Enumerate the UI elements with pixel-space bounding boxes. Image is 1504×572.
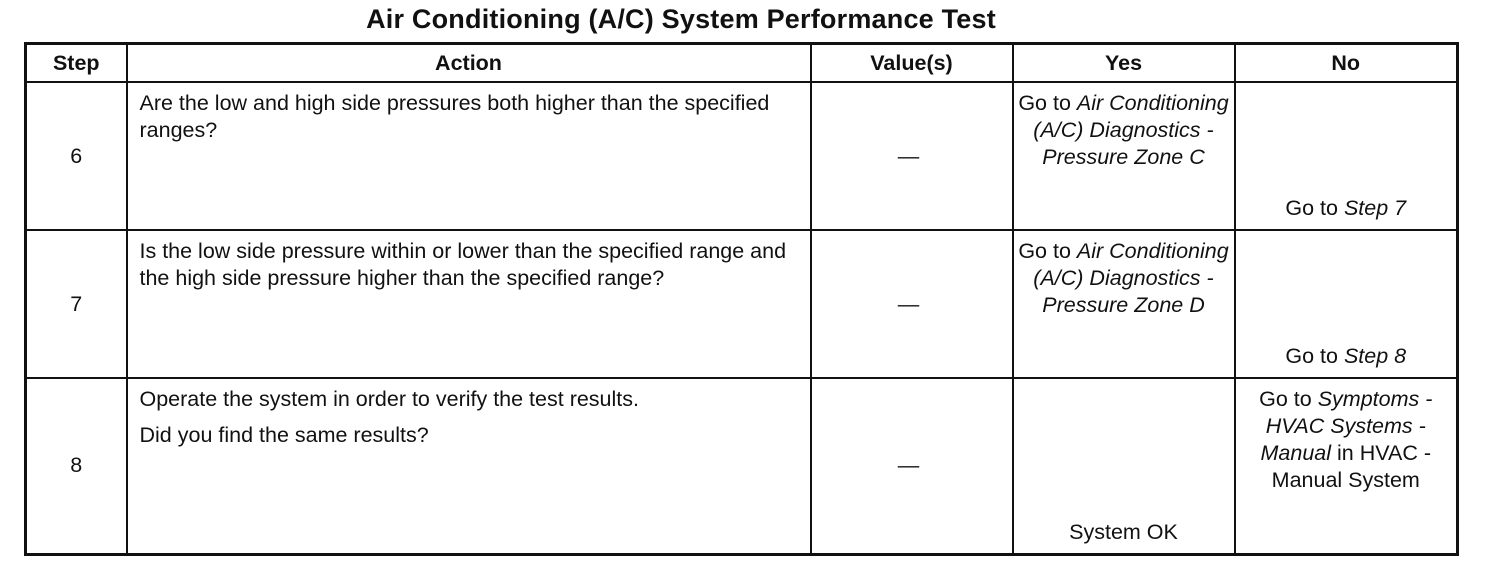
no-prefix: Go to <box>1285 196 1344 220</box>
column-header-action: Action <box>127 44 811 83</box>
no-cell <box>1235 378 1458 554</box>
no-prefix: Go to <box>1285 344 1344 368</box>
yes-cell <box>1013 378 1235 554</box>
no-prefix: Go to <box>1259 387 1318 411</box>
column-header-values: Value(s) <box>811 44 1013 83</box>
value-text: — <box>897 453 920 478</box>
no-link[interactable]: Step 7 <box>1343 196 1407 220</box>
column-header-no: No <box>1235 44 1458 83</box>
table-row <box>26 378 1458 554</box>
action-text: Are the low and high side pressures both higher than the specified ranges? <box>139 91 770 142</box>
value-cell <box>811 378 1013 554</box>
no-link[interactable]: Step 8 <box>1343 344 1407 368</box>
yes-prefix: Go to <box>1018 91 1077 115</box>
table-row <box>26 82 1458 230</box>
table-header-row <box>26 44 1458 83</box>
action-cell <box>127 378 811 554</box>
no-cell <box>1235 230 1458 378</box>
value-text: — <box>897 291 920 316</box>
step-number: 8 <box>26 378 127 554</box>
value-cell <box>811 82 1013 230</box>
yes-link[interactable]: Air Conditioning (A/C) Diagnostics - Pressure Zone D <box>1033 239 1229 317</box>
value-text: — <box>897 143 920 168</box>
step-number: 7 <box>26 230 127 378</box>
yes-prefix: Go to <box>1018 239 1077 263</box>
step-number: 6 <box>26 82 127 230</box>
no-cell <box>1235 82 1458 230</box>
action-text: Is the low side pressure within or lower than the specified range and the high side pressure higher than the specified range? <box>139 239 787 290</box>
no-link[interactable]: Symptoms - HVAC Systems - Manual <box>1260 387 1433 465</box>
action-question: Did you find the same results? <box>139 423 429 447</box>
column-header-yes: Yes <box>1013 44 1235 83</box>
action-cell <box>127 82 811 230</box>
column-header-step: Step <box>26 44 127 83</box>
table-row <box>26 230 1458 378</box>
yes-cell <box>1013 82 1235 230</box>
performance-test-table <box>24 42 1459 556</box>
yes-link[interactable]: Air Conditioning (A/C) Diagnostics - Pressure Zone C <box>1033 91 1229 169</box>
page-title: Air Conditioning (A/C) System Performance Test <box>366 4 996 34</box>
no-suffix: in HVAC - Manual System <box>1271 441 1431 492</box>
yes-text: System OK <box>1069 519 1178 544</box>
action-cell <box>127 230 811 378</box>
yes-cell <box>1013 230 1235 378</box>
value-cell <box>811 230 1013 378</box>
action-text: Operate the system in order to verify the test results. <box>139 387 639 411</box>
